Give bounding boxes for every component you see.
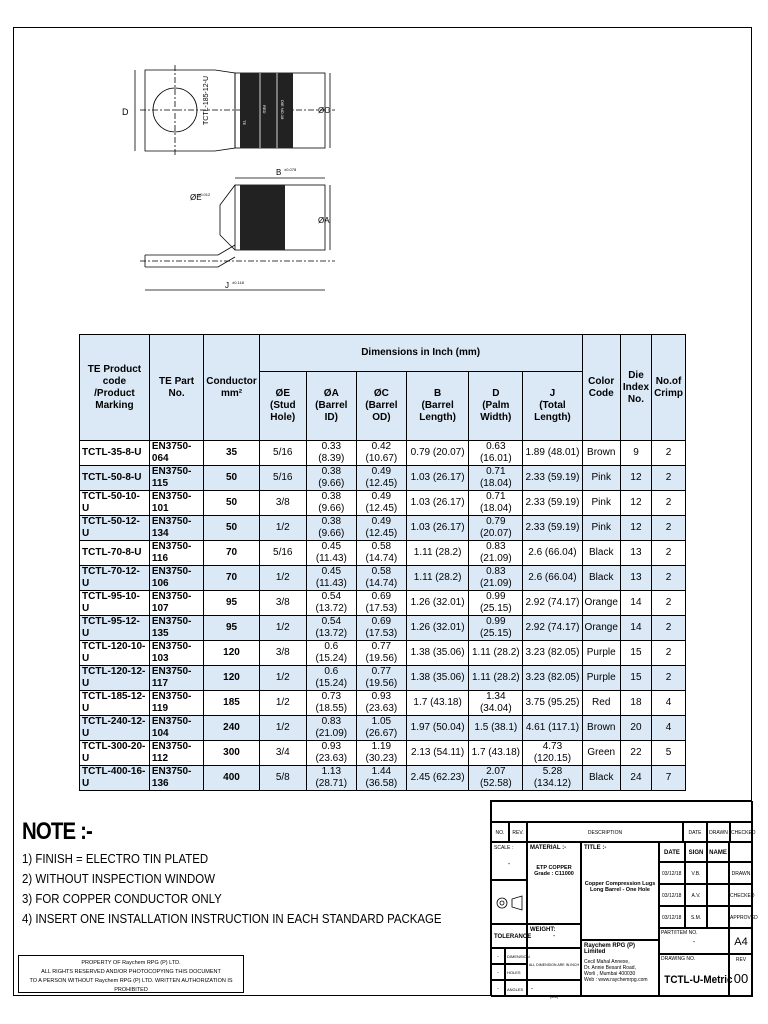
table-row bbox=[80, 491, 686, 516]
cell-product-code: TCTL-120-12-U bbox=[80, 666, 150, 691]
tb-title: TITLE :- Copper Compression Lugs Long Barrel - One Hole bbox=[581, 842, 659, 940]
cell-color-code: Brown bbox=[582, 716, 620, 741]
cell-barrel-id: 0.38 (9.66) bbox=[306, 466, 356, 491]
dim-j-tol: ±0.118 bbox=[232, 280, 244, 285]
tb-role-drawn: DRAWN bbox=[729, 862, 753, 884]
cell-barrel-id: 0.45 (11.43) bbox=[306, 541, 356, 566]
cell-part-no: EN3750-136 bbox=[149, 766, 203, 791]
cell-barrel-id: 0.54 (13.72) bbox=[306, 591, 356, 616]
cell-product-code: TCTL-300-20-U bbox=[80, 741, 150, 766]
cell-color-code: Orange bbox=[582, 591, 620, 616]
cell-conductor: 95 bbox=[204, 591, 260, 616]
cell-product-code: TCTL-50-8-U bbox=[80, 466, 150, 491]
cell-die-index: 14 bbox=[620, 616, 651, 641]
cell-barrel-length: 1.03 (26.17) bbox=[406, 491, 468, 516]
cell-product-code: TCTL-95-10-U bbox=[80, 591, 150, 616]
cell-crimp: 5 bbox=[652, 741, 686, 766]
tb-all-dimension: ALL DIMENSION ARE IN INCH (MM) bbox=[527, 948, 581, 980]
table-row bbox=[80, 541, 686, 566]
th-stud-hole: ØE (Stud Hole) bbox=[259, 372, 306, 441]
cell-product-code: TCTL-400-16-U bbox=[80, 766, 150, 791]
cell-barrel-id: 0.45 (11.43) bbox=[306, 566, 356, 591]
tb-scale: SCALE : - bbox=[491, 842, 527, 880]
cell-stud-hole: 3/8 bbox=[259, 491, 306, 516]
lug-spec-table bbox=[79, 334, 686, 791]
tb-rev: REV 00 bbox=[729, 954, 753, 997]
tb-description-header: DESCRIPTION bbox=[527, 822, 683, 842]
cell-die-index: 15 bbox=[620, 666, 651, 691]
cell-barrel-od: 0.58 (14.74) bbox=[356, 566, 406, 591]
dim-c-label: ØC bbox=[318, 106, 330, 115]
tb-blank bbox=[729, 842, 753, 862]
cell-crimp: 4 bbox=[652, 716, 686, 741]
table-row bbox=[80, 666, 686, 691]
tb-name-col: NAME bbox=[707, 842, 729, 862]
tb-sign-checked: A.V. bbox=[685, 884, 707, 906]
cell-conductor: 70 bbox=[204, 566, 260, 591]
notes-section bbox=[22, 818, 462, 926]
cell-barrel-id: 0.33 (8.39) bbox=[306, 441, 356, 466]
tb-date-col: DATE bbox=[659, 842, 685, 862]
cell-barrel-length: 1.03 (26.17) bbox=[406, 466, 468, 491]
cell-color-code: Black bbox=[582, 766, 620, 791]
cell-die-index: 24 bbox=[620, 766, 651, 791]
th-crimp: No.of Crimp bbox=[652, 335, 686, 441]
cell-part-no: EN3750-119 bbox=[149, 691, 203, 716]
cell-barrel-od: 0.69 (17.53) bbox=[356, 591, 406, 616]
cell-color-code: Pink bbox=[582, 491, 620, 516]
cell-barrel-od: 0.69 (17.53) bbox=[356, 616, 406, 641]
cell-barrel-id: 0.83 (21.09) bbox=[306, 716, 356, 741]
tb-part-no: PART/ITEM NO. - bbox=[659, 928, 729, 954]
cell-crimp: 2 bbox=[652, 591, 686, 616]
cell-stud-hole: 1/2 bbox=[259, 516, 306, 541]
cell-product-code: TCTL-240-12-U bbox=[80, 716, 150, 741]
cell-crimp: 2 bbox=[652, 466, 686, 491]
cell-color-code: Red bbox=[582, 691, 620, 716]
cell-part-no: EN3750-116 bbox=[149, 541, 203, 566]
cell-total-length: 5.28 (134.12) bbox=[523, 766, 582, 791]
cell-barrel-length: 1.38 (35.06) bbox=[406, 641, 468, 666]
cell-part-no: EN3750-106 bbox=[149, 566, 203, 591]
tb-drawn-header: DRAWN bbox=[707, 822, 730, 842]
cell-barrel-od: 0.49 (12.45) bbox=[356, 516, 406, 541]
cell-stud-hole: 1/2 bbox=[259, 616, 306, 641]
cell-stud-hole: 3/8 bbox=[259, 641, 306, 666]
cell-die-index: 20 bbox=[620, 716, 651, 741]
cell-palm-width: 0.99 (25.15) bbox=[469, 591, 523, 616]
cell-die-index: 18 bbox=[620, 691, 651, 716]
cell-barrel-id: 1.13 (28.71) bbox=[306, 766, 356, 791]
cell-palm-width: 1.34 (34.04) bbox=[469, 691, 523, 716]
cell-crimp: 2 bbox=[652, 441, 686, 466]
cell-part-no: EN3750-112 bbox=[149, 741, 203, 766]
th-die-index: Die Index No. bbox=[620, 335, 651, 441]
cell-barrel-od: 0.49 (12.45) bbox=[356, 491, 406, 516]
table-row bbox=[80, 616, 686, 641]
cell-color-code: Green bbox=[582, 741, 620, 766]
cell-barrel-id: 0.73 (18.55) bbox=[306, 691, 356, 716]
cell-barrel-od: 0.58 (14.74) bbox=[356, 541, 406, 566]
property-notice: PROPERTY OF Raychem RPG (P) LTD. ALL RIGHTS RESERVED AND/OR PHOTOCOPYING THIS DOCUMENT TO A PERSON WITHOUT Raychem RPG (P) LTD. WRITTEN AUTHORIZATION IS PROHIBITED bbox=[18, 955, 244, 993]
cell-die-index: 9 bbox=[620, 441, 651, 466]
cell-stud-hole: 5/16 bbox=[259, 541, 306, 566]
lug-marking: TCTL-185-12-U bbox=[203, 75, 210, 125]
cell-total-length: 1.89 (48.01) bbox=[523, 441, 582, 466]
dim-j-label: J bbox=[225, 281, 229, 290]
th-color-code: Color Code bbox=[582, 335, 620, 441]
cell-barrel-id: 0.54 (13.72) bbox=[306, 616, 356, 641]
cell-palm-width: 0.63 (16.01) bbox=[469, 441, 523, 466]
tb-holes: HOLES bbox=[505, 964, 527, 980]
cell-color-code: Pink bbox=[582, 516, 620, 541]
cell-total-length: 3.23 (82.05) bbox=[523, 666, 582, 691]
cell-product-code: TCTL-50-12-U bbox=[80, 516, 150, 541]
tb-name-checked bbox=[707, 884, 729, 906]
tb-drawing-no: DRAWING NO. TCTL-U-Metric bbox=[659, 954, 729, 997]
th-product-code: TE Product code /Product Marking bbox=[80, 335, 150, 441]
cell-total-length: 4.61 (117.1) bbox=[523, 716, 582, 741]
cell-conductor: 50 bbox=[204, 516, 260, 541]
cell-part-no: EN3750-101 bbox=[149, 491, 203, 516]
cell-conductor: 50 bbox=[204, 466, 260, 491]
cell-total-length: 2.92 (74.17) bbox=[523, 616, 582, 641]
th-barrel-id: ØA (Barrel ID) bbox=[306, 372, 356, 441]
cell-barrel-length: 2.13 (54.11) bbox=[406, 741, 468, 766]
cell-palm-width: 1.11 (28.2) bbox=[469, 666, 523, 691]
cell-product-code: TCTL-120-10-U bbox=[80, 641, 150, 666]
cell-total-length: 4.73 (120.15) bbox=[523, 741, 582, 766]
cell-barrel-id: 0.6 (15.24) bbox=[306, 666, 356, 691]
tb-role-checked: CHECKED bbox=[729, 884, 753, 906]
cell-part-no: EN3750-104 bbox=[149, 716, 203, 741]
cell-crimp: 4 bbox=[652, 691, 686, 716]
cell-barrel-od: 0.93 (23.63) bbox=[356, 691, 406, 716]
cell-product-code: TCTL-50-10-U bbox=[80, 491, 150, 516]
cell-palm-width: 0.83 (21.09) bbox=[469, 541, 523, 566]
title-block bbox=[490, 800, 758, 999]
cell-conductor: 185 bbox=[204, 691, 260, 716]
cell-crimp: 2 bbox=[652, 491, 686, 516]
cell-crimp: 2 bbox=[652, 666, 686, 691]
dim-d-label: D bbox=[122, 107, 129, 117]
tb-dimension: DIMENSION bbox=[505, 948, 527, 964]
cell-stud-hole: 3/8 bbox=[259, 591, 306, 616]
revision-blank bbox=[491, 801, 753, 822]
tb-checked-header: CHECKED bbox=[730, 822, 753, 842]
cell-color-code: Black bbox=[582, 541, 620, 566]
cell-part-no: EN3750-064 bbox=[149, 441, 203, 466]
cell-die-index: 12 bbox=[620, 466, 651, 491]
cell-color-code: Brown bbox=[582, 441, 620, 466]
cell-total-length: 2.6 (66.04) bbox=[523, 541, 582, 566]
cell-stud-hole: 1/2 bbox=[259, 691, 306, 716]
cell-stud-hole: 5/8 bbox=[259, 766, 306, 791]
cell-product-code: TCTL-35-8-U bbox=[80, 441, 150, 466]
cell-color-code: Purple bbox=[582, 666, 620, 691]
cell-conductor: 300 bbox=[204, 741, 260, 766]
cell-barrel-id: 0.38 (9.66) bbox=[306, 491, 356, 516]
table-row bbox=[80, 441, 686, 466]
tb-dash: - bbox=[491, 980, 505, 997]
table-row bbox=[80, 516, 686, 541]
cell-palm-width: 1.11 (28.2) bbox=[469, 641, 523, 666]
tb-name-drawn bbox=[707, 862, 729, 884]
th-barrel-length: B (Barrel Length) bbox=[406, 372, 468, 441]
cell-conductor: 95 bbox=[204, 616, 260, 641]
tb-date-header: DATE bbox=[683, 822, 707, 842]
cell-palm-width: 2.07 (52.58) bbox=[469, 766, 523, 791]
cell-conductor: 400 bbox=[204, 766, 260, 791]
cell-barrel-length: 1.03 (26.17) bbox=[406, 516, 468, 541]
projection-symbol-icon bbox=[491, 880, 527, 924]
tb-angles: ANGLES bbox=[505, 980, 527, 997]
cell-conductor: 120 bbox=[204, 641, 260, 666]
cell-palm-width: 0.83 (21.09) bbox=[469, 566, 523, 591]
lug-technical-drawing bbox=[122, 45, 340, 305]
cell-product-code: TCTL-185-12-U bbox=[80, 691, 150, 716]
table-row bbox=[80, 766, 686, 791]
band-1-label: TE bbox=[242, 120, 247, 126]
th-palm-width: D (Palm Width) bbox=[469, 372, 523, 441]
cell-palm-width: 1.5 (38.1) bbox=[469, 716, 523, 741]
cell-barrel-od: 0.49 (12.45) bbox=[356, 466, 406, 491]
cell-barrel-length: 2.45 (62.23) bbox=[406, 766, 468, 791]
cell-conductor: 50 bbox=[204, 491, 260, 516]
cell-crimp: 7 bbox=[652, 766, 686, 791]
tb-rev-header: REV. bbox=[509, 822, 527, 842]
cell-total-length: 2.6 (66.04) bbox=[523, 566, 582, 591]
cell-barrel-length: 1.7 (43.18) bbox=[406, 691, 468, 716]
note-item: 2) WITHOUT INSPECTION WINDOW bbox=[22, 871, 215, 886]
cell-stud-hole: 5/16 bbox=[259, 441, 306, 466]
cell-barrel-length: 0.79 (20.07) bbox=[406, 441, 468, 466]
cell-barrel-id: 0.38 (9.66) bbox=[306, 516, 356, 541]
table-row bbox=[80, 716, 686, 741]
cell-die-index: 12 bbox=[620, 516, 651, 541]
th-part-no: TE Part No. bbox=[149, 335, 203, 441]
table-row bbox=[80, 691, 686, 716]
spec-table-body bbox=[80, 441, 686, 791]
table-row bbox=[80, 566, 686, 591]
tb-size: A4 bbox=[729, 928, 753, 954]
th-barrel-od: ØC (Barrel OD) bbox=[356, 372, 406, 441]
cell-total-length: 2.33 (59.19) bbox=[523, 516, 582, 541]
table-row bbox=[80, 741, 686, 766]
tb-tolerance: TOLERANCE bbox=[491, 924, 527, 948]
cell-barrel-length: 1.11 (28.2) bbox=[406, 566, 468, 591]
cell-palm-width: 0.71 (18.04) bbox=[469, 466, 523, 491]
dim-b-label: B bbox=[276, 168, 282, 177]
cell-palm-width: 1.7 (43.18) bbox=[469, 741, 523, 766]
cell-die-index: 14 bbox=[620, 591, 651, 616]
cell-part-no: EN3750-134 bbox=[149, 516, 203, 541]
tb-dash: - bbox=[491, 948, 505, 964]
cell-part-no: EN3750-107 bbox=[149, 591, 203, 616]
cell-barrel-od: 1.05 (26.67) bbox=[356, 716, 406, 741]
table-row bbox=[80, 466, 686, 491]
cell-barrel-id: 0.93 (23.63) bbox=[306, 741, 356, 766]
cell-barrel-length: 1.38 (35.06) bbox=[406, 666, 468, 691]
band-2-label: RED bbox=[262, 105, 267, 114]
cell-stud-hole: 3/4 bbox=[259, 741, 306, 766]
cell-part-no: EN3750-115 bbox=[149, 466, 203, 491]
cell-barrel-id: 0.6 (15.24) bbox=[306, 641, 356, 666]
cell-barrel-length: 1.11 (28.2) bbox=[406, 541, 468, 566]
cell-crimp: 2 bbox=[652, 541, 686, 566]
cell-product-code: TCTL-70-8-U bbox=[80, 541, 150, 566]
tb-dash: - bbox=[527, 980, 581, 997]
cell-palm-width: 0.71 (18.04) bbox=[469, 491, 523, 516]
cell-crimp: 2 bbox=[652, 616, 686, 641]
note-item: 4) INSERT ONE INSTALLATION INSTRUCTION IN EACH STANDARD PACKAGE bbox=[22, 911, 442, 926]
th-dimensions-group: Dimensions in Inch (mm) bbox=[259, 335, 582, 372]
tb-dash: - bbox=[491, 964, 505, 980]
cell-crimp: 2 bbox=[652, 641, 686, 666]
tb-date-drawn: 03/12/18 bbox=[659, 862, 685, 884]
cell-crimp: 2 bbox=[652, 516, 686, 541]
cell-total-length: 2.33 (59.19) bbox=[523, 466, 582, 491]
cell-total-length: 3.75 (95.25) bbox=[523, 691, 582, 716]
cell-part-no: EN3750-117 bbox=[149, 666, 203, 691]
cell-barrel-od: 1.19 (30.23) bbox=[356, 741, 406, 766]
dim-e-label: ØE bbox=[190, 193, 202, 202]
cell-barrel-length: 1.97 (50.04) bbox=[406, 716, 468, 741]
tb-sign-drawn: V.B. bbox=[685, 862, 707, 884]
cell-barrel-od: 1.44 (36.58) bbox=[356, 766, 406, 791]
tb-role-approved: APPROVED bbox=[729, 906, 753, 928]
cell-palm-width: 0.79 (20.07) bbox=[469, 516, 523, 541]
cell-die-index: 12 bbox=[620, 491, 651, 516]
cell-stud-hole: 1/2 bbox=[259, 566, 306, 591]
tb-name-approved bbox=[707, 906, 729, 928]
cell-total-length: 2.33 (59.19) bbox=[523, 491, 582, 516]
cell-die-index: 15 bbox=[620, 641, 651, 666]
cell-total-length: 3.23 (82.05) bbox=[523, 641, 582, 666]
cell-die-index: 13 bbox=[620, 566, 651, 591]
tb-sign-approved: S.M. bbox=[685, 906, 707, 928]
cell-palm-width: 0.99 (25.15) bbox=[469, 616, 523, 641]
cell-color-code: Pink bbox=[582, 466, 620, 491]
cell-barrel-od: 0.77 (19.56) bbox=[356, 666, 406, 691]
cell-color-code: Purple bbox=[582, 641, 620, 666]
cell-part-no: EN3750-135 bbox=[149, 616, 203, 641]
cell-barrel-od: 0.42 (10.67) bbox=[356, 441, 406, 466]
note-item: 3) FOR COPPER CONDUCTOR ONLY bbox=[22, 891, 222, 906]
cell-product-code: TCTL-95-12-U bbox=[80, 616, 150, 641]
band-3-label: DIE NO.18 bbox=[280, 100, 285, 120]
dim-a-label: ØA bbox=[318, 216, 330, 225]
cell-die-index: 13 bbox=[620, 541, 651, 566]
cell-conductor: 35 bbox=[204, 441, 260, 466]
cell-barrel-length: 1.26 (32.01) bbox=[406, 616, 468, 641]
cell-conductor: 240 bbox=[204, 716, 260, 741]
cell-stud-hole: 5/16 bbox=[259, 466, 306, 491]
th-total-length: J (Total Length) bbox=[523, 372, 582, 441]
cell-stud-hole: 1/2 bbox=[259, 666, 306, 691]
cell-color-code: Orange bbox=[582, 616, 620, 641]
cell-crimp: 2 bbox=[652, 566, 686, 591]
tb-material: MATERIAL :- ETP COPPER Grade : C11000 bbox=[527, 842, 581, 924]
tb-no-header: NO. bbox=[491, 822, 509, 842]
cell-color-code: Black bbox=[582, 566, 620, 591]
cell-stud-hole: 1/2 bbox=[259, 716, 306, 741]
dim-e-tol: ±0.012 bbox=[198, 192, 211, 197]
cell-product-code: TCTL-70-12-U bbox=[80, 566, 150, 591]
cell-barrel-od: 0.77 (19.56) bbox=[356, 641, 406, 666]
cell-conductor: 70 bbox=[204, 541, 260, 566]
cell-barrel-length: 1.26 (32.01) bbox=[406, 591, 468, 616]
notes-title: NOTE :- bbox=[22, 818, 92, 845]
cell-total-length: 2.92 (74.17) bbox=[523, 591, 582, 616]
tb-company: Raychem RPG (P) Limited Cecil Mahal Annexe, Dr. Annie Besant Road, Worli , Mumbai 400030 Web : www.raychemrpg.com bbox=[581, 940, 659, 997]
dim-b-tol: ±0.078 bbox=[284, 167, 297, 172]
cell-part-no: EN3750-103 bbox=[149, 641, 203, 666]
tb-date-approved: 03/12/18 bbox=[659, 906, 685, 928]
tb-sign-col: SIGN bbox=[685, 842, 707, 862]
table-row bbox=[80, 591, 686, 616]
table-row bbox=[80, 641, 686, 666]
note-item: 1) FINISH = ELECTRO TIN PLATED bbox=[22, 851, 209, 866]
cell-die-index: 22 bbox=[620, 741, 651, 766]
tb-date-checked: 03/12/18 bbox=[659, 884, 685, 906]
cell-conductor: 120 bbox=[204, 666, 260, 691]
th-conductor: Conductor mm² bbox=[204, 335, 260, 441]
tb-weight: WEIGHT: - bbox=[527, 924, 581, 948]
